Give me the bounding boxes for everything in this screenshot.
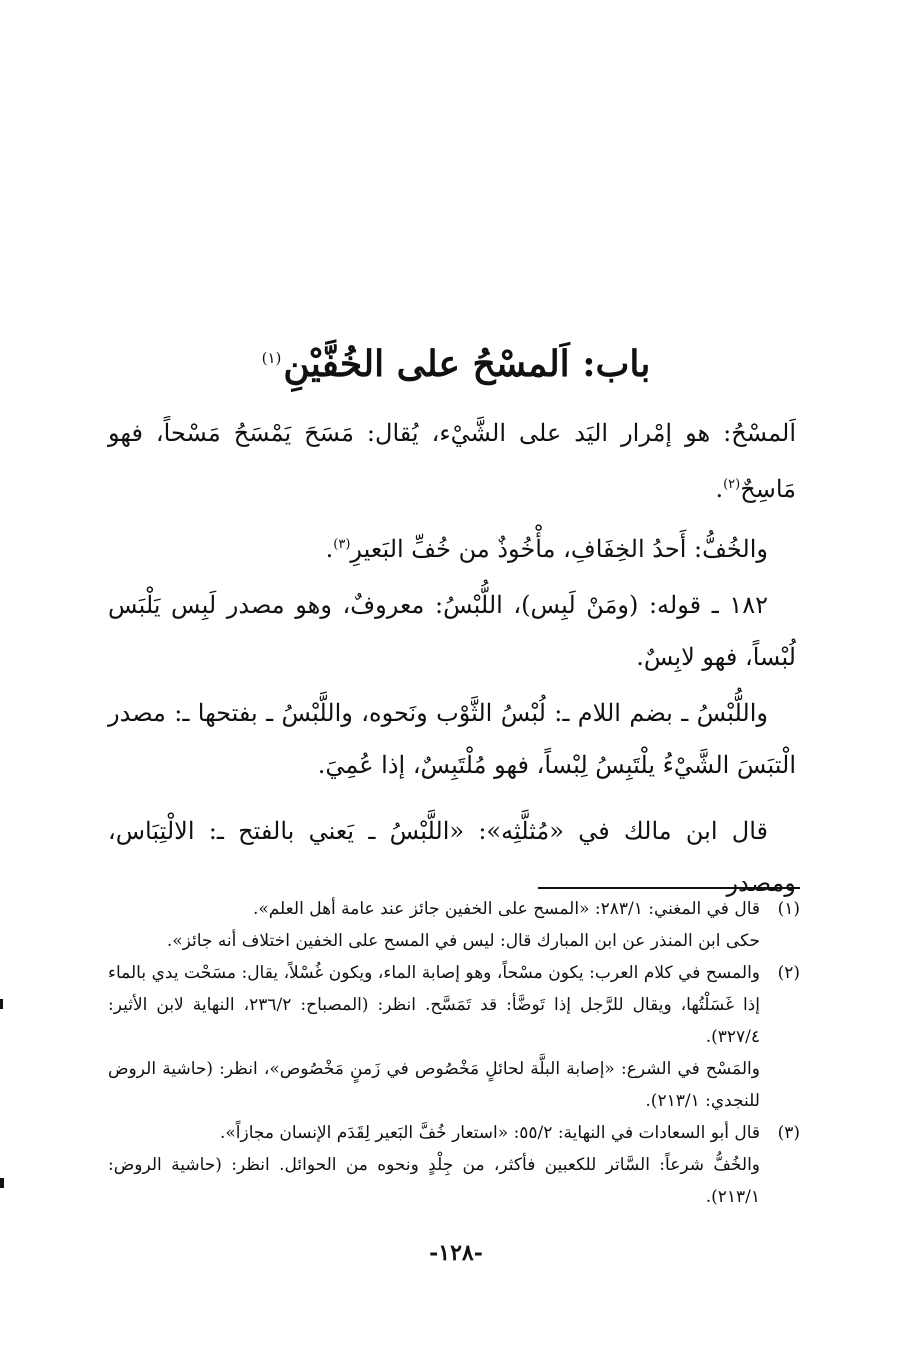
- paragraph-text: ١٨٢ ـ قوله: (ومَنْ لَبِس)، اللُّبْسُ: معروفٌ، وهو مصدر لَبِس يَلْبَس لُبْساً، فهو لابِسٌ.: [108, 591, 796, 671]
- chapter-title-text: باب: اَلمسْحُ على الخُفَّيْنِ: [283, 343, 651, 385]
- paragraph-tail: .: [715, 475, 724, 503]
- term-masah: اَلمسْحُ:: [723, 419, 796, 447]
- footnotes: [108, 893, 800, 1213]
- footnote-1: [108, 893, 800, 957]
- scan-edge-mark: [0, 999, 3, 1009]
- footnote-ref-2: (٢): [723, 477, 741, 492]
- footnote-3: [108, 1117, 800, 1213]
- scan-edge-mark: [0, 1178, 4, 1188]
- footnote-ref-3: (٣): [333, 537, 351, 552]
- paragraph-lubs: [108, 687, 796, 791]
- paragraph-tail: .: [325, 535, 334, 563]
- paragraph-182: [108, 579, 796, 683]
- footnote-number: (١): [777, 899, 800, 919]
- footnote-line: والمسح في كلام العرب: يكون مسْحاً، وهو إصابة الماء، ويكون غُسْلاً، يقال: مسَحْت يدي بالماء إذا غَسَلْتُها، ويقال للرَّجل إذا تَوضَّأ: قد تَمَسَّح. انظر: (المصباح: ٢٣٦/٢، النهاية لابن الأثير: ٣٢٧/٤).: [108, 963, 760, 1047]
- footnote-line: والخُفُّ شرعاً: السَّاتر للكعبين فأكثر، من جِلْدٍ ونحوه من الحوائل. انظر: (حاشية الروض: ٢١٣/١).: [108, 1155, 760, 1207]
- chapter-title: [100, 332, 812, 390]
- footnote-body: [108, 893, 760, 957]
- footnote-line: حكى ابن المنذر عن ابن المبارك قال: ليس في المسح على الخفين اختلاف أنه جائز».: [166, 931, 760, 951]
- paragraph-text: والخُفُّ: أَحدُ الخِفَافِ، مأْخُوذٌ من خُفِّ البَعيرِ: [350, 535, 768, 563]
- title-footnote-ref: (١): [261, 349, 282, 367]
- footnote-line: قال في المغني: ٢٨٣/١: «المسح على الخفين جائز عند عامة أهل العلم».: [252, 899, 760, 919]
- paragraph-text: واللُّبْسُ ـ بضم اللام ـ: لُبْسُ الثَّوْب ونَحوه، واللَّبْسُ ـ بفتحها ـ: مصدر الْتبَسَ الشَّيْءُ يلْتَبِسُ لِبْساً، فهو مُلْتَبِسٌ، إذا عُمِيَ.: [108, 699, 796, 779]
- footnote-number: (٣): [777, 1123, 800, 1143]
- paragraph-khuff: [108, 519, 796, 575]
- footnote-body: [108, 957, 760, 1117]
- footnote-separator: [538, 887, 800, 889]
- footnote-2: [108, 957, 800, 1117]
- footnote-line: والمَسْح في الشرع: «إصابة البلَّة لحائلٍ مَخْصُوص في زَمنٍ مَخْصُوص»، انظر: (حاشية الروض للنجدي: ٢١٣/١).: [108, 1059, 760, 1111]
- footnote-number: (٢): [777, 963, 800, 983]
- footnote-body: [108, 1117, 760, 1213]
- main-text: [108, 407, 796, 913]
- paragraph-masah: [108, 407, 796, 515]
- page-number: -١٢٨-: [429, 1240, 483, 1266]
- paragraph-text: قال ابن مالك في «مُثلَّثِه»: «اللَّبْسُ ـ يَعني بالفتح ـ: الالْتِبَاس، ومصدر: [108, 817, 796, 897]
- paragraph-text: هو إمْرار اليَد على الشَّيْء، يُقال: مَسَحَ يَمْسَحُ مَسْحاً، فهو مَاسِحٌ: [108, 419, 796, 503]
- footnote-line: قال أبو السعادات في النهاية: ٥٥/٢: «استعار خُفَّ البَعير لِقَدَم الإنسان مجازاً».: [220, 1123, 760, 1143]
